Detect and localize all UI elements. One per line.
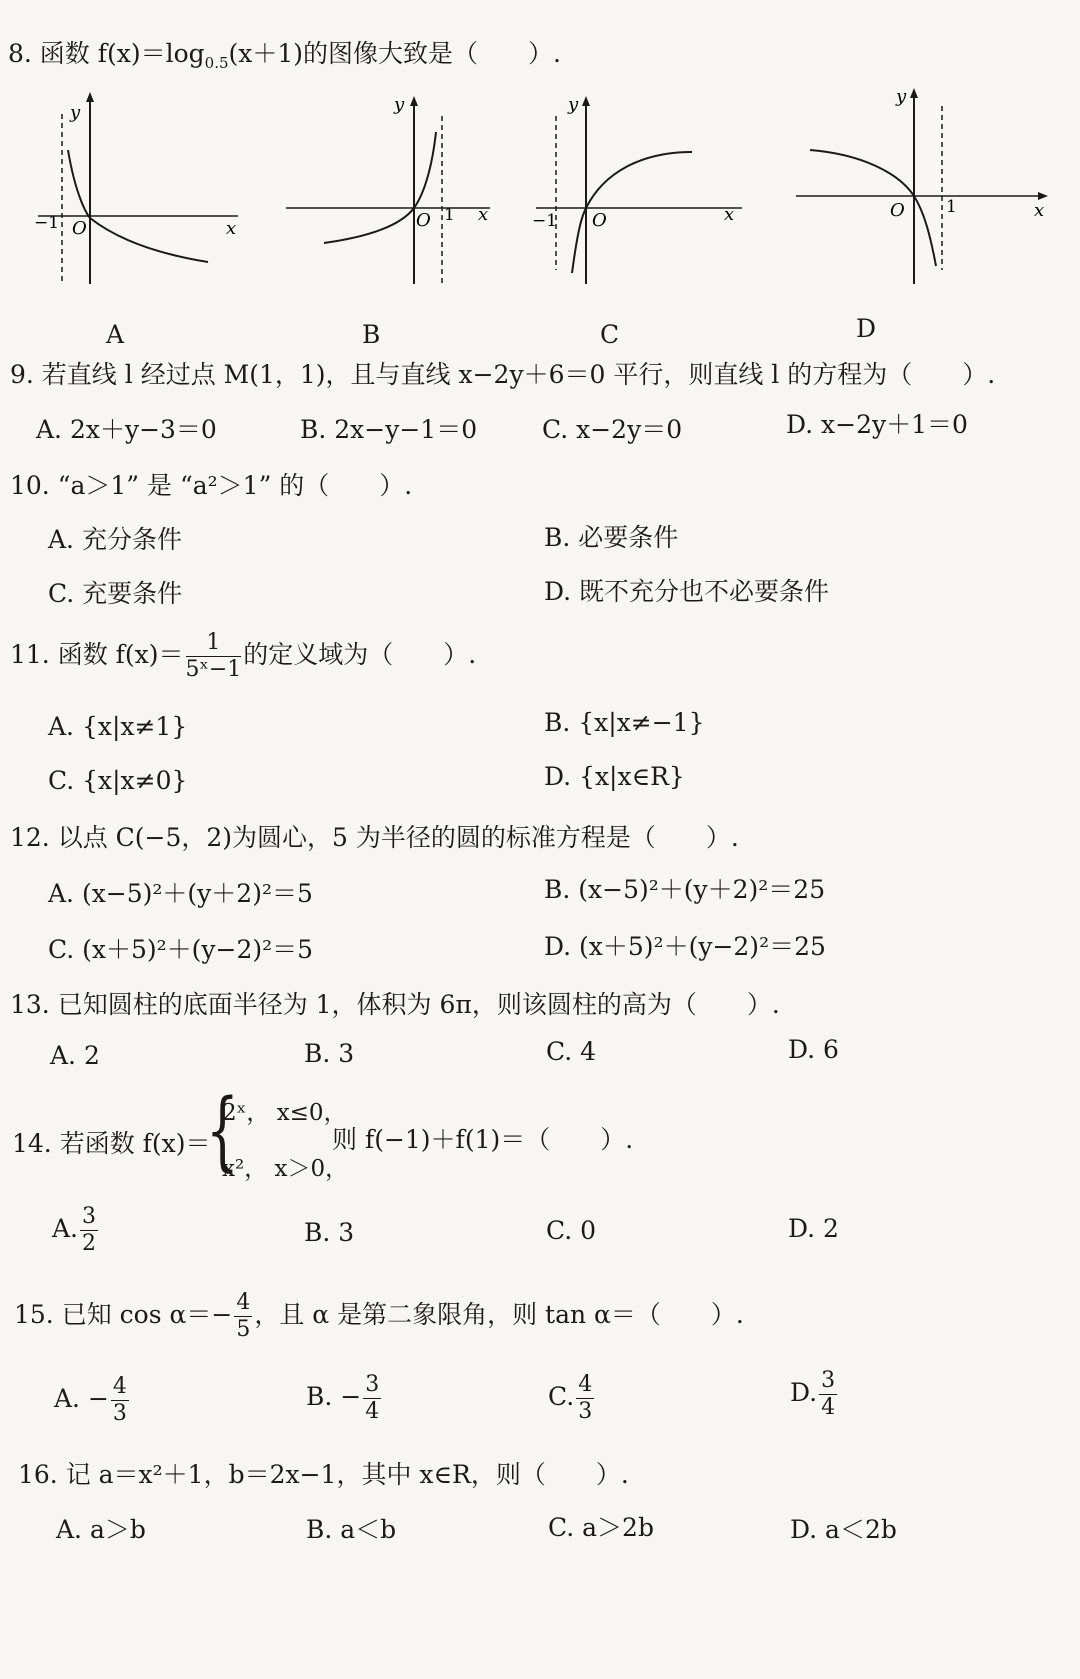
q14-option-c[interactable]: C. 0 [546, 1216, 597, 1245]
q8-graph-a-label: A [106, 320, 125, 349]
q13-option-d[interactable]: D. 6 [788, 1035, 839, 1064]
q15-option-d[interactable]: D. $\frac{3}{4}$ [790, 1368, 836, 1420]
q15-option-a[interactable]: A. − $\frac{4}{3}$ [54, 1374, 127, 1426]
q9-option-d[interactable]: D. x−2y＋1＝0 [786, 410, 968, 439]
q14-option-d[interactable]: D. 2 [788, 1214, 839, 1243]
q8-graph-c [532, 88, 762, 298]
q13-stem: 13. 已知圆柱的底面半径为 1，体积为 6π，则该圆柱的高为（ ）. [10, 990, 780, 1019]
q13-option-b[interactable]: B. 3 [304, 1039, 355, 1068]
tick-label: 1 [444, 205, 455, 225]
q14-option-a[interactable]: A. $\frac{3}{2}$ [52, 1204, 97, 1256]
q8-graph-d [790, 88, 1060, 298]
q12-option-b[interactable]: B. (x−5)²＋(y＋2)²＝25 [544, 875, 826, 904]
origin-label: O [592, 210, 607, 231]
y-label: y [394, 94, 405, 115]
q15-option-b[interactable]: B. − $\frac{3}{4}$ [306, 1372, 380, 1424]
x-label: x [226, 218, 237, 239]
q11-stem: 11. 函数 f(x)＝ $\frac{1}{\text{5ˣ−1}}$ 的定义域为（ ）. [10, 630, 477, 682]
q12-option-d[interactable]: D. (x＋5)²＋(y−2)²＝25 [544, 932, 826, 961]
q8-graph-b-label: B [362, 320, 381, 349]
q8-graph-b [284, 88, 514, 298]
q10-stem: 10. “a＞1” 是 “a²＞1” 的（ ）. [10, 471, 413, 500]
q8-stem: 8. 函数 $f(x)=\log_{0.5}(x+1)$的图像大致是（ ）. [8, 39, 561, 72]
q10-option-c[interactable]: C. 充要条件 [48, 579, 183, 608]
q9-option-c[interactable]: C. x−2y＝0 [542, 415, 683, 444]
curve [810, 150, 936, 266]
q10-option-b[interactable]: B. 必要条件 [544, 523, 679, 552]
q15-option-a-fraction: $\frac{4}{3}$ [112, 1374, 127, 1426]
x-label: x [1034, 200, 1045, 221]
q14-case-1: 2ˣ， x≤0， [222, 1100, 347, 1126]
q16-option-a[interactable]: A. a＞b [56, 1515, 146, 1544]
q10-option-d[interactable]: D. 既不充分也不必要条件 [544, 577, 830, 606]
q10-option-a[interactable]: A. 充分条件 [48, 525, 182, 554]
q8-graph-c-label: C [600, 320, 620, 349]
q9-option-a[interactable]: A. 2x＋y−3＝0 [36, 415, 217, 444]
origin-label: O [72, 218, 87, 239]
q16-option-b[interactable]: B. a＜b [306, 1515, 397, 1544]
q15-option-c[interactable]: C. $\frac{4}{3}$ [548, 1372, 593, 1424]
x-axis-arrow [1038, 192, 1048, 200]
tick-label: −1 [532, 211, 558, 231]
q11-option-a[interactable]: A. {x|x≠1} [48, 712, 188, 741]
q12-stem: 12. 以点 C(−5，2)为圆心，5 为半径的圆的标准方程是（ ）. [10, 823, 739, 852]
y-axis-arrow [910, 88, 918, 98]
origin-label: O [890, 200, 905, 221]
q11-option-c[interactable]: C. {x|x≠0} [48, 766, 188, 795]
q16-stem: 16. 记 a＝x²＋1，b＝2x−1，其中 x∈R，则（ ）. [18, 1460, 629, 1489]
q11-option-d[interactable]: D. {x|x∈R} [544, 762, 685, 791]
q8-graph-d-label: D [856, 314, 877, 343]
x-label: x [478, 204, 489, 225]
q15-option-b-fraction: $\frac{3}{4}$ [365, 1372, 380, 1424]
q11-option-b[interactable]: B. {x|x≠−1} [544, 708, 705, 737]
q8-graph-a [28, 88, 258, 298]
y-axis-arrow [410, 96, 418, 106]
q14-option-a-fraction: $\frac{3}{2}$ [82, 1204, 97, 1256]
y-label: y [896, 88, 907, 107]
q14-case-2: x²， x＞0， [222, 1156, 349, 1182]
q12-option-c[interactable]: C. (x＋5)²＋(y−2)²＝5 [48, 935, 314, 964]
curve [572, 152, 692, 273]
q11-fraction: $\frac{1}{\text{5ˣ−1}}$ [185, 630, 242, 682]
y-axis-arrow [86, 92, 94, 102]
q13-option-c[interactable]: C. 4 [546, 1037, 597, 1066]
q14-stem-pre: 14. 若函数 f(x)＝ [12, 1129, 211, 1158]
q15-fraction: $\frac{4}{5}$ [236, 1290, 251, 1342]
q15-option-d-fraction: $\frac{3}{4}$ [821, 1368, 836, 1420]
q13-option-a[interactable]: A. 2 [50, 1041, 100, 1070]
brace-glyph: { [206, 1081, 239, 1181]
x-label: x [724, 204, 735, 225]
q9-option-b[interactable]: B. 2x−y−1＝0 [300, 415, 478, 444]
q12-option-a[interactable]: A. (x−5)²＋(y＋2)²＝5 [48, 879, 313, 908]
y-label: y [568, 94, 579, 115]
tick-label: −1 [34, 213, 60, 233]
q14-option-b[interactable]: B. 3 [304, 1218, 355, 1247]
q16-option-d[interactable]: D. a＜2b [790, 1515, 897, 1544]
q9-stem: 9. 若直线 l 经过点 M(1，1)，且与直线 x−2y＋6＝0 平行，则直线 l 的方程为（ ）. [10, 360, 996, 389]
origin-label: O [416, 210, 431, 231]
tick-label: 1 [946, 197, 957, 217]
q14-stem-post: 则 f(−1)＋f(1)＝（ ）. [332, 1125, 634, 1154]
q16-option-c[interactable]: C. a＞2b [548, 1513, 654, 1542]
q15-stem: 15. 已知 cos α＝− $\frac{4}{5}$ ，且 α 是第二象限角，则 tan α＝（ ）. [14, 1290, 744, 1342]
q15-option-c-fraction: $\frac{4}{3}$ [578, 1372, 593, 1424]
y-label: y [70, 102, 81, 123]
y-axis-arrow [582, 96, 590, 106]
